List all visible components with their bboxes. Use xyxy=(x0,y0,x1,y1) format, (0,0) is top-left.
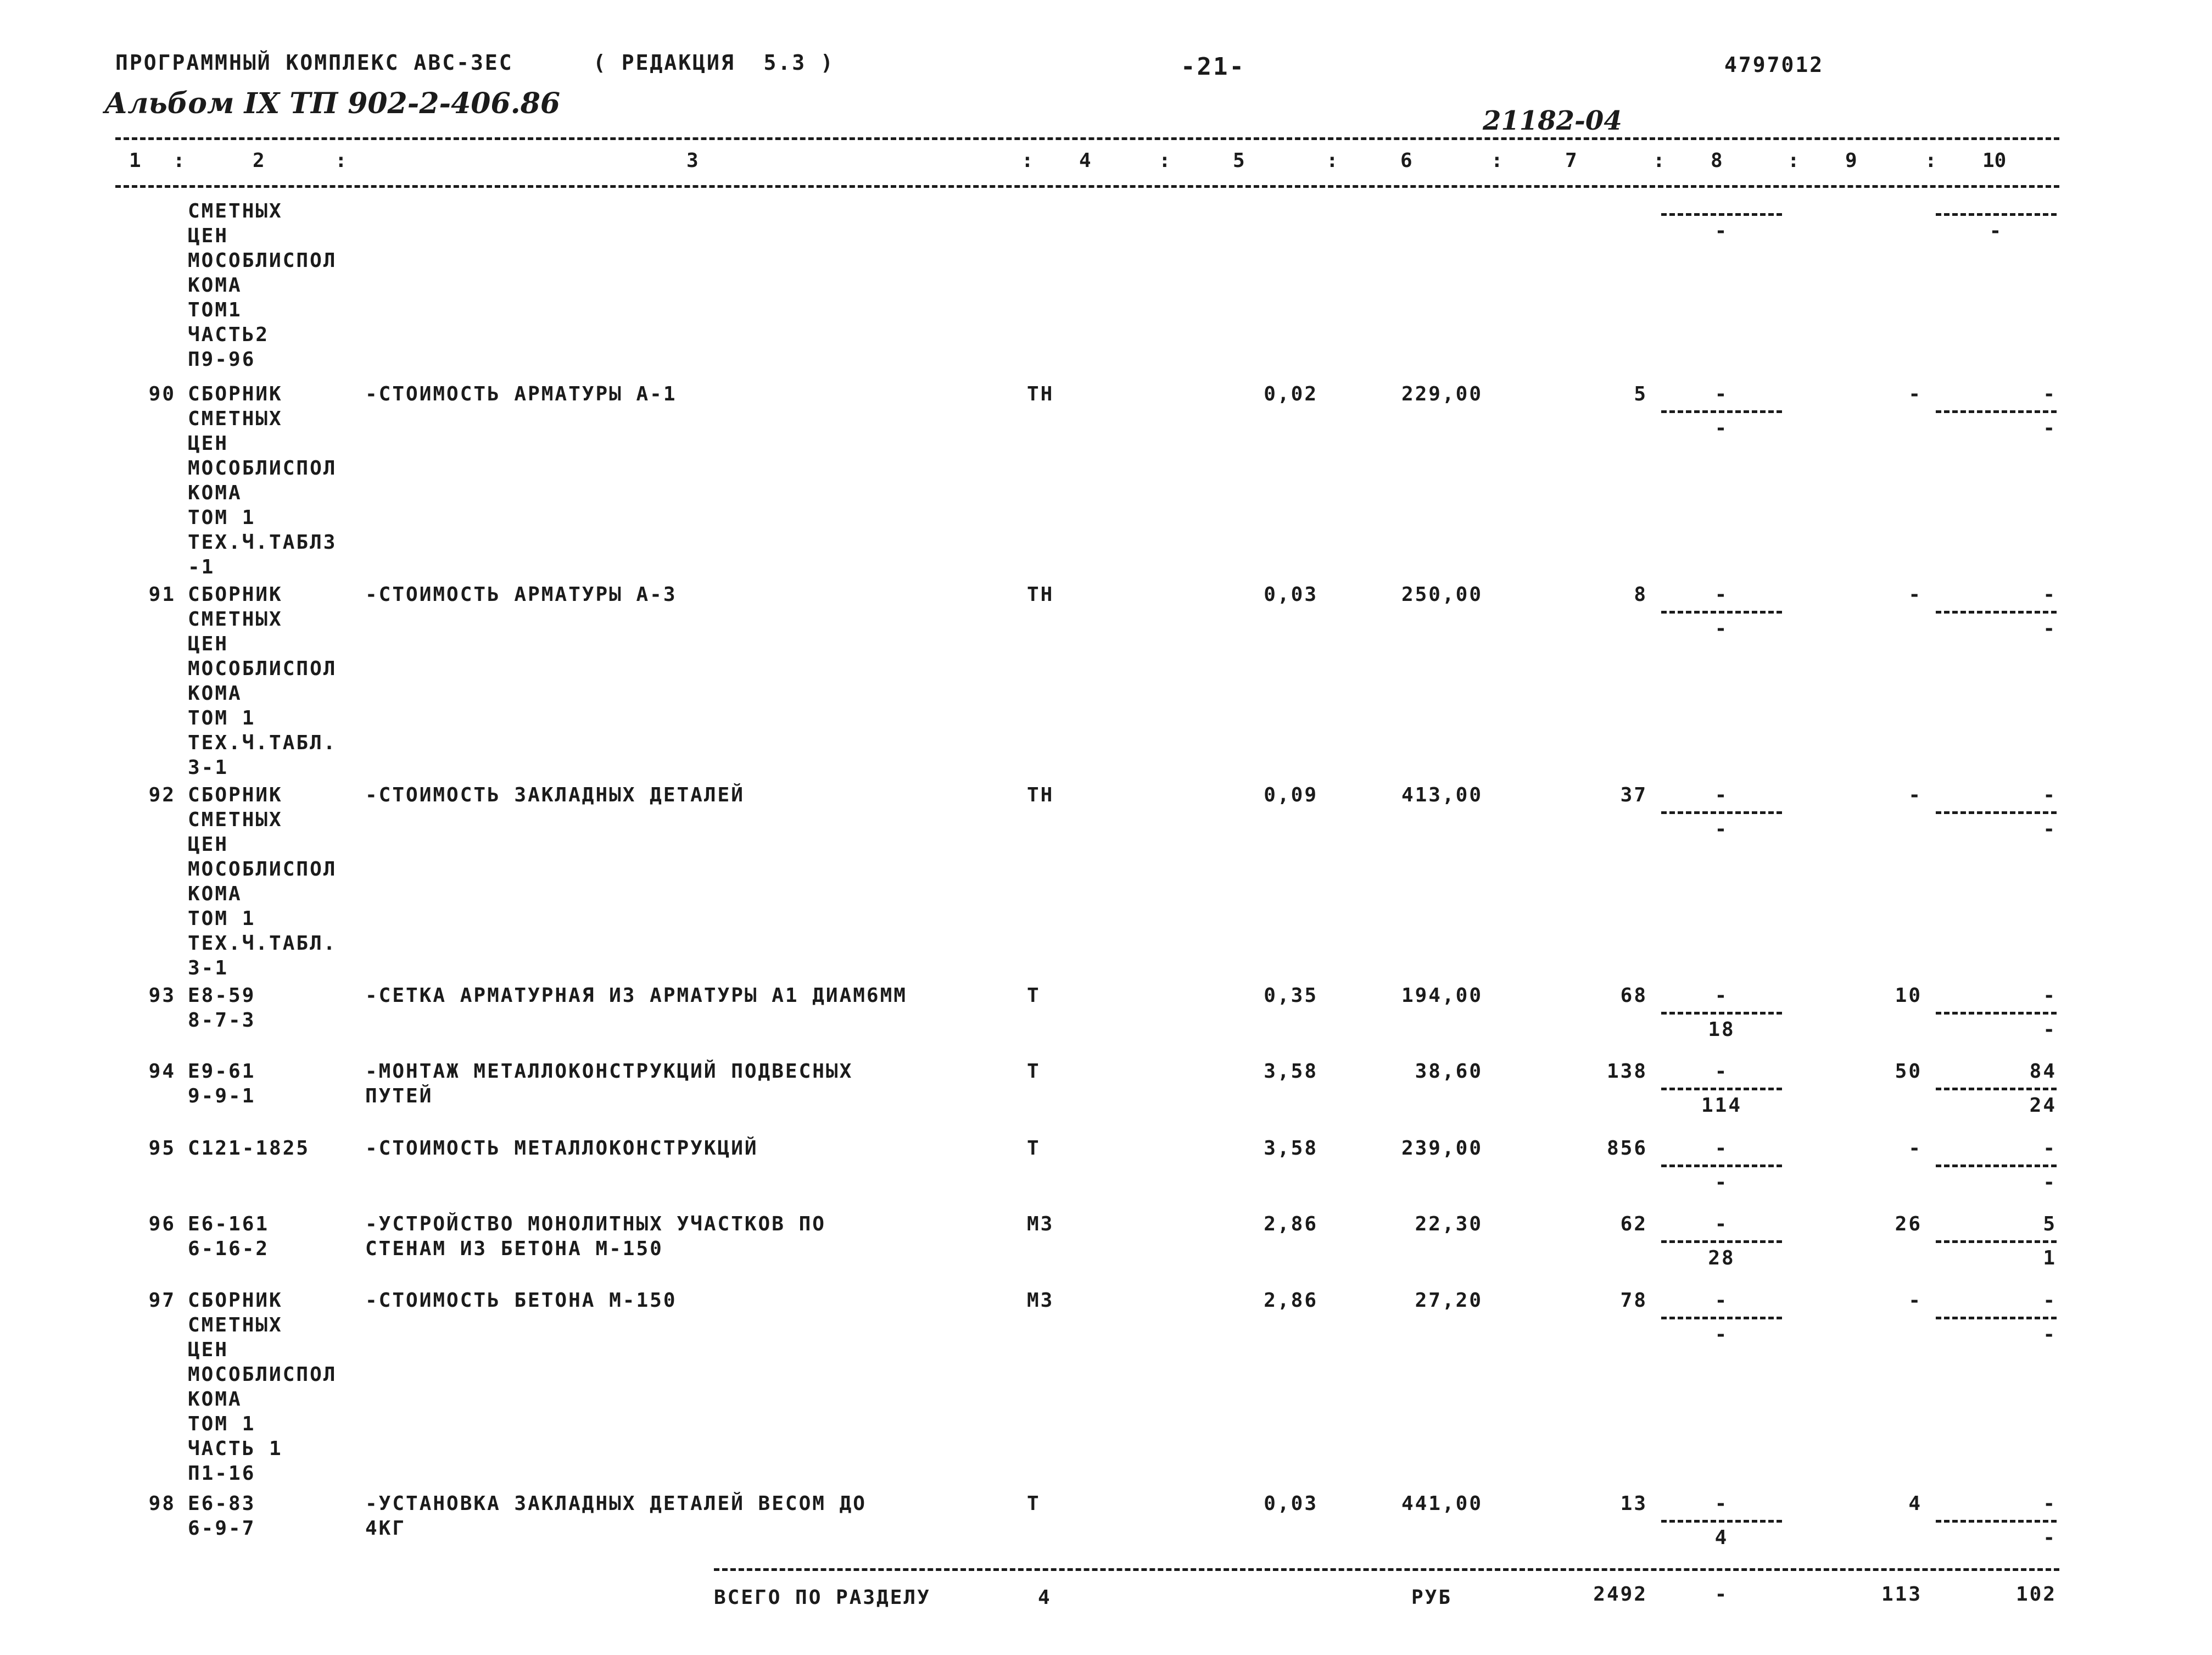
price-cell: 239,00 xyxy=(1401,1137,1483,1160)
col8-top: - xyxy=(1714,583,1729,606)
fraction-rule-col10 xyxy=(1936,213,2057,216)
work-name-line: -СТОИМОСТЬ БЕТОНА М-150 xyxy=(365,1289,677,1312)
code-line: ТОМ 1 xyxy=(188,1413,256,1435)
col8-top: - xyxy=(1714,1137,1729,1160)
fraction-rule-col8 xyxy=(1661,1164,1782,1167)
work-name-line: -УСТРОЙСТВО МОНОЛИТНЫХ УЧАСТКОВ ПО xyxy=(365,1213,826,1235)
fraction-rule-col10 xyxy=(1936,811,2057,814)
column-number-5: 5 xyxy=(1233,149,1245,172)
column-separator: : xyxy=(1159,149,1171,172)
footer-col8: - xyxy=(1714,1583,1729,1606)
col8-bottom: 28 xyxy=(1708,1247,1735,1269)
col10-top: - xyxy=(2043,984,2057,1007)
row-number: 95 xyxy=(148,1137,176,1160)
code-line: П1-16 xyxy=(188,1462,256,1485)
footer-col10: 102 xyxy=(2015,1583,2057,1606)
unit-cell: Т xyxy=(1027,984,1041,1007)
code-line: МОСОБЛИСПОЛ xyxy=(188,249,337,272)
column-separator: : xyxy=(173,149,185,172)
col10-bottom: - xyxy=(2043,1171,2057,1194)
code-line: СБОРНИК xyxy=(188,383,283,405)
work-name-line: -СТОИМОСТЬ ЗАКЛАДНЫХ ДЕТАЛЕЙ xyxy=(365,784,745,806)
row-number: 91 xyxy=(148,583,176,606)
row-number: 94 xyxy=(148,1060,176,1083)
fraction-rule-col10 xyxy=(1936,1240,2057,1243)
footer-rule xyxy=(714,1568,2059,1571)
quantity-cell: 2,86 xyxy=(1264,1289,1318,1312)
work-name-line: -СЕТКА АРМАТУРНАЯ ИЗ АРМАТУРЫ А1 ДИАМ6ММ xyxy=(365,984,907,1007)
quantity-cell: 2,86 xyxy=(1264,1213,1318,1235)
price-cell: 413,00 xyxy=(1401,784,1483,806)
code-line: Е9-61 xyxy=(188,1060,256,1083)
code-line: ТЕХ.Ч.ТАБЛ. xyxy=(188,932,337,955)
code-line: МОСОБЛИСПОЛ xyxy=(188,457,337,480)
col8-bottom: - xyxy=(1714,617,1729,640)
col8-bottom: - xyxy=(1714,220,1729,242)
fraction-rule-col8 xyxy=(1661,213,1782,216)
col8-bottom: 4 xyxy=(1714,1526,1729,1549)
col9-cell: 10 xyxy=(1895,984,1922,1007)
total-cell: 856 xyxy=(1606,1137,1647,1160)
code-line: МОСОБЛИСПОЛ xyxy=(188,858,337,881)
col10-bottom: - xyxy=(2043,1018,2057,1041)
price-cell: 194,00 xyxy=(1401,984,1483,1007)
code-line: МОСОБЛИСПОЛ xyxy=(188,1363,337,1386)
footer-col9: 113 xyxy=(1881,1583,1922,1606)
column-number-2: 2 xyxy=(253,149,265,172)
col9-cell: - xyxy=(1908,1137,1922,1160)
code-line: ЦЕН xyxy=(188,432,229,455)
footer-total: 2492 xyxy=(1593,1583,1647,1606)
code-line: КОМА xyxy=(188,274,242,297)
price-cell: 250,00 xyxy=(1401,583,1483,606)
unit-cell: Т xyxy=(1027,1492,1041,1515)
col8-bottom: - xyxy=(1714,417,1729,439)
price-cell: 441,00 xyxy=(1401,1492,1483,1515)
fraction-rule-col8 xyxy=(1661,1240,1782,1243)
price-cell: 38,60 xyxy=(1415,1060,1483,1083)
fraction-rule-col10 xyxy=(1936,611,2057,614)
code-line: КОМА xyxy=(188,482,242,504)
price-cell: 22,30 xyxy=(1415,1213,1483,1235)
code-line: СБОРНИК xyxy=(188,784,283,806)
code-line: 9-9-1 xyxy=(188,1085,256,1107)
total-cell: 13 xyxy=(1620,1492,1647,1515)
col8-bottom: - xyxy=(1714,818,1729,840)
album-title: Альбом IX ТП 902-2-406.86 xyxy=(104,87,561,120)
unit-cell: ТН xyxy=(1027,383,1054,405)
total-cell: 5 xyxy=(1634,383,1647,405)
code-line: Е6-161 xyxy=(188,1213,270,1235)
code-line: ЧАСТЬ 1 xyxy=(188,1437,283,1460)
code-line: ТОМ1 xyxy=(188,299,242,321)
col8-top: - xyxy=(1714,1213,1729,1235)
unit-cell: ТН xyxy=(1027,583,1054,606)
code-line: СБОРНИК xyxy=(188,583,283,606)
program-title: ПРОГРАММНЫЙ КОМПЛЕКС АВС-3ЕС xyxy=(115,51,513,75)
code-line: СМЕТНЫХ xyxy=(188,408,283,430)
column-separator: : xyxy=(1021,149,1034,172)
row-number: 93 xyxy=(148,984,176,1007)
col8-top: - xyxy=(1714,784,1729,806)
col10-bottom: 24 xyxy=(2029,1094,2057,1117)
column-separator: : xyxy=(1788,149,1800,172)
row-number: 90 xyxy=(148,383,176,405)
document-number: 4797012 xyxy=(1724,53,1824,77)
column-number-6: 6 xyxy=(1400,149,1412,172)
code-line: ТЕХ.Ч.ТАБЛ. xyxy=(188,732,337,754)
col10-top: - xyxy=(2043,583,2057,606)
col10-bottom: - xyxy=(1989,220,2003,242)
row-number: 92 xyxy=(148,784,176,806)
column-number-9: 9 xyxy=(1845,149,1857,172)
column-separator: : xyxy=(335,149,347,172)
page-number: -21- xyxy=(1181,53,1245,81)
work-name-line: -УСТАНОВКА ЗАКЛАДНЫХ ДЕТАЛЕЙ ВЕСОМ ДО xyxy=(365,1492,867,1515)
unit-cell: ТН xyxy=(1027,784,1054,806)
col10-top: - xyxy=(2043,1492,2057,1515)
footer-unit: РУБ xyxy=(1411,1586,1453,1609)
column-separator: : xyxy=(1326,149,1338,172)
col10-top: - xyxy=(2043,1137,2057,1160)
code-line: 3-1 xyxy=(188,756,229,779)
code-line: С121-1825 xyxy=(188,1137,310,1160)
code-line: ЦЕН xyxy=(188,1339,229,1361)
work-name-line: СТЕНАМ ИЗ БЕТОНА М-150 xyxy=(365,1238,663,1260)
code-line: СБОРНИК xyxy=(188,1289,283,1312)
code-line: КОМА xyxy=(188,682,242,705)
col10-top: - xyxy=(2043,383,2057,405)
col8-bottom: 114 xyxy=(1701,1094,1742,1117)
code-line: СМЕТНЫХ xyxy=(188,200,283,222)
col9-cell: 50 xyxy=(1895,1060,1922,1083)
quantity-cell: 0,09 xyxy=(1264,784,1318,806)
fraction-rule-col8 xyxy=(1661,611,1782,614)
quantity-cell: 3,58 xyxy=(1264,1060,1318,1083)
unit-cell: Т xyxy=(1027,1060,1041,1083)
col9-cell: 26 xyxy=(1895,1213,1922,1235)
unit-cell: М3 xyxy=(1027,1289,1054,1312)
column-separator: : xyxy=(1925,149,1937,172)
code-line: ТЕХ.Ч.ТАБЛ3 xyxy=(188,531,337,554)
col8-top: - xyxy=(1714,1492,1729,1515)
work-name-line: -СТОИМОСТЬ АРМАТУРЫ А-1 xyxy=(365,383,677,405)
col10-bottom: - xyxy=(2043,417,2057,439)
code-line: П9-96 xyxy=(188,348,256,371)
work-name-line: -СТОИМОСТЬ МЕТАЛЛОКОНСТРУКЦИЙ xyxy=(365,1137,758,1160)
col8-top: - xyxy=(1714,1289,1729,1312)
col8-bottom: - xyxy=(1714,1171,1729,1194)
work-name-line: -МОНТАЖ МЕТАЛЛОКОНСТРУКЦИЙ ПОДВЕСНЫХ xyxy=(365,1060,853,1083)
fraction-rule-col8 xyxy=(1661,1088,1782,1090)
column-number-7: 7 xyxy=(1565,149,1577,172)
col9-cell: 4 xyxy=(1908,1492,1922,1515)
quantity-cell: 0,02 xyxy=(1264,383,1318,405)
col10-bottom: - xyxy=(2043,1526,2057,1549)
code-line: ТОМ 1 xyxy=(188,506,256,529)
col10-top: - xyxy=(2043,1289,2057,1312)
col9-cell: - xyxy=(1908,583,1922,606)
work-name-line: -СТОИМОСТЬ АРМАТУРЫ А-3 xyxy=(365,583,677,606)
total-cell: 138 xyxy=(1606,1060,1647,1083)
fraction-rule-col8 xyxy=(1661,1520,1782,1523)
code-line: 6-9-7 xyxy=(188,1517,256,1540)
column-number-3: 3 xyxy=(686,149,699,172)
code-line: -1 xyxy=(188,556,215,578)
fraction-rule-col10 xyxy=(1936,1317,2057,1319)
column-number-10: 10 xyxy=(1982,149,2007,172)
col8-top: - xyxy=(1714,984,1729,1007)
col8-bottom: 18 xyxy=(1708,1018,1735,1041)
price-cell: 229,00 xyxy=(1401,383,1483,405)
code-line: 3-1 xyxy=(188,957,229,979)
column-separator: : xyxy=(1491,149,1503,172)
total-cell: 62 xyxy=(1620,1213,1647,1235)
fraction-rule-col10 xyxy=(1936,410,2057,413)
col8-bottom: - xyxy=(1714,1323,1729,1346)
fraction-rule-col8 xyxy=(1661,410,1782,413)
col8-top: - xyxy=(1714,1060,1729,1083)
column-number-8: 8 xyxy=(1711,149,1723,172)
fraction-rule-col10 xyxy=(1936,1012,2057,1015)
code-line: ЦЕН xyxy=(188,633,229,655)
fraction-rule-col10 xyxy=(1936,1520,2057,1523)
total-cell: 68 xyxy=(1620,984,1647,1007)
row-number: 97 xyxy=(148,1289,176,1312)
code-line: 6-16-2 xyxy=(188,1238,270,1260)
quantity-cell: 0,35 xyxy=(1264,984,1318,1007)
work-name-line: 4КГ xyxy=(365,1517,406,1540)
quantity-cell: 0,03 xyxy=(1264,1492,1318,1515)
col10-top: - xyxy=(2043,784,2057,806)
fraction-rule-col8 xyxy=(1661,811,1782,814)
code-line: МОСОБЛИСПОЛ xyxy=(188,657,337,680)
col10-top: 5 xyxy=(2043,1213,2057,1235)
document-code: 21182-04 xyxy=(1483,105,1622,136)
price-cell: 27,20 xyxy=(1415,1289,1483,1312)
unit-cell: М3 xyxy=(1027,1213,1054,1235)
total-cell: 8 xyxy=(1634,583,1647,606)
code-line: ЦЕН xyxy=(188,225,229,247)
header-rule-top xyxy=(115,137,2059,140)
col10-bottom: - xyxy=(2043,1323,2057,1346)
column-separator: : xyxy=(1653,149,1665,172)
code-line: 8-7-3 xyxy=(188,1009,256,1032)
code-line: ЦЕН xyxy=(188,833,229,856)
col9-cell: - xyxy=(1908,1289,1922,1312)
row-number: 96 xyxy=(148,1213,176,1235)
col10-bottom: - xyxy=(2043,818,2057,840)
code-line: ТОМ 1 xyxy=(188,707,256,729)
code-line: Е8-59 xyxy=(188,984,256,1007)
col10-top: 84 xyxy=(2029,1060,2057,1083)
fraction-rule-col8 xyxy=(1661,1317,1782,1319)
footer-label: ВСЕГО ПО РАЗДЕЛУ xyxy=(714,1586,931,1609)
total-cell: 78 xyxy=(1620,1289,1647,1312)
unit-cell: Т xyxy=(1027,1137,1041,1160)
quantity-cell: 3,58 xyxy=(1264,1137,1318,1160)
code-line: СМЕТНЫХ xyxy=(188,608,283,631)
code-line: Е6-83 xyxy=(188,1492,256,1515)
code-line: СМЕТНЫХ xyxy=(188,1314,283,1336)
edition-label: ( РЕДАКЦИЯ 5.3 ) xyxy=(593,51,835,75)
total-cell: 37 xyxy=(1620,784,1647,806)
row-number: 98 xyxy=(148,1492,176,1515)
work-name-line: ПУТЕЙ xyxy=(365,1085,433,1107)
column-number-1: 1 xyxy=(129,149,141,172)
code-line: ЧАСТЬ2 xyxy=(188,324,270,346)
col10-bottom: - xyxy=(2043,617,2057,640)
header-rule-bottom xyxy=(115,185,2059,188)
fraction-rule-col10 xyxy=(1936,1164,2057,1167)
col10-bottom: 1 xyxy=(2043,1247,2057,1269)
quantity-cell: 0,03 xyxy=(1264,583,1318,606)
code-line: КОМА xyxy=(188,1388,242,1411)
code-line: СМЕТНЫХ xyxy=(188,809,283,831)
fraction-rule-col8 xyxy=(1661,1012,1782,1015)
col9-cell: - xyxy=(1908,383,1922,405)
code-line: КОМА xyxy=(188,883,242,905)
col9-cell: - xyxy=(1908,784,1922,806)
fraction-rule-col10 xyxy=(1936,1088,2057,1090)
footer-section: 4 xyxy=(1038,1586,1052,1609)
col8-top: - xyxy=(1714,383,1729,405)
code-line: ТОМ 1 xyxy=(188,907,256,930)
column-number-4: 4 xyxy=(1079,149,1091,172)
